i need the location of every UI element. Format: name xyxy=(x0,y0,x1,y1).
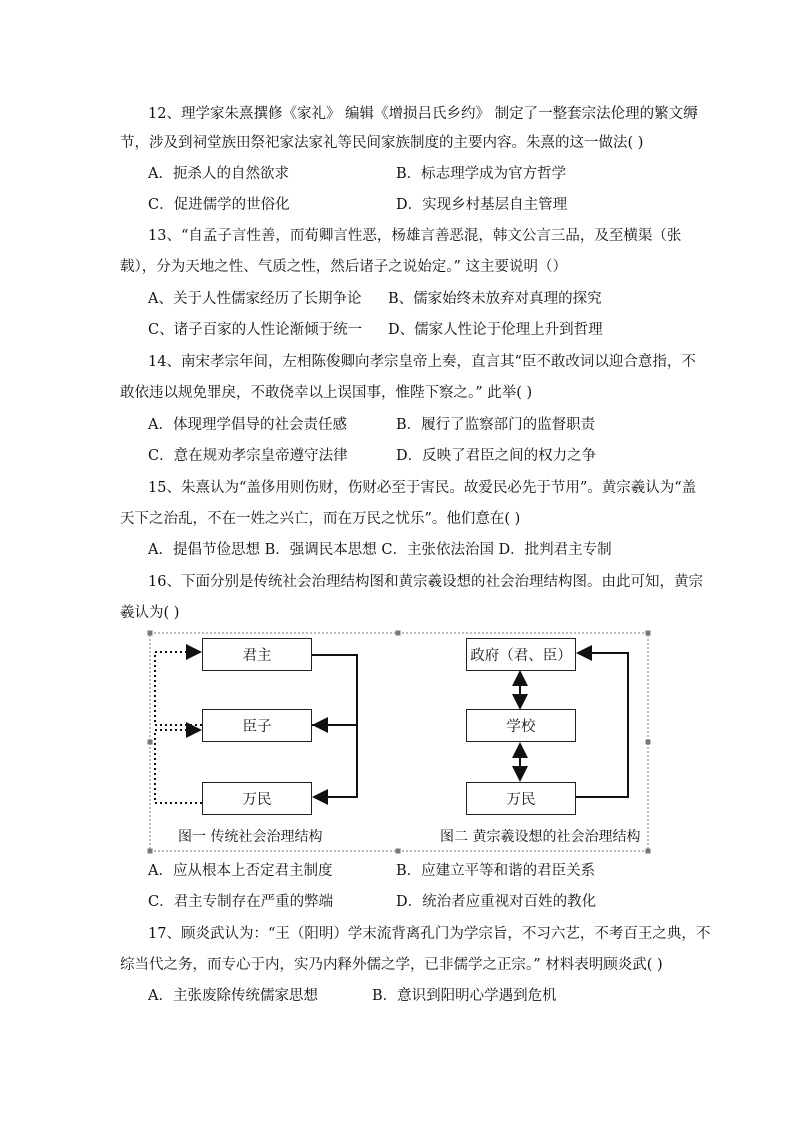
q14-option-b: B．履行了监察部门的监督职责 xyxy=(396,417,596,433)
q17-option-b: B．意识到阳明心学遇到危机 xyxy=(372,988,557,1004)
q16-stem-line2: 羲认为( ) xyxy=(120,605,180,621)
q13-stem-line1: 13、“自孟子言性善，而荀卿言性恶，杨雄言善恶混，韩文公言三品，及至横渠（张 xyxy=(148,228,682,244)
q13-option-b: B、儒家始终未放弃对真理的探究 xyxy=(388,291,602,307)
q14-option-a: A．体现理学倡导的社会责任感 xyxy=(148,417,347,433)
q16-option-a: A．应从根本上否定君主制度 xyxy=(148,863,333,879)
q17-option-a: A．主张废除传统儒家思想 xyxy=(148,988,318,1004)
box-people-right: 万民 xyxy=(466,782,576,815)
q16-option-b: B．应建立平等和谐的君臣关系 xyxy=(396,863,596,879)
box-people-left: 万民 xyxy=(202,782,312,815)
people-to-govt-arrow xyxy=(575,653,628,797)
ruler-to-minister-arrow xyxy=(312,655,357,725)
q16-option-d: D．统治者应重视对百姓的教化 xyxy=(396,894,597,910)
q12-option-d: D．实现乡村基层自主管理 xyxy=(396,197,568,213)
box-government: 政府（君、臣） xyxy=(466,638,576,671)
q12-option-b: B．标志理学成为官方哲学 xyxy=(396,166,567,182)
box-minister: 臣子 xyxy=(202,709,312,742)
q13-option-a: A、关于人性儒家经历了长期争论 xyxy=(148,291,362,307)
q12-option-c: C．促进儒学的世俗化 xyxy=(148,197,290,213)
q14-option-d: D．反映了君臣之间的权力之争 xyxy=(396,448,597,464)
caption-figure-2: 图二 黄宗羲设想的社会治理结构 xyxy=(440,829,641,845)
q13-stem-line2: 载），分为天地之性、气质之性，然后诸子之说始定。” 这主要说明（） xyxy=(120,259,568,275)
q14-option-c: C．意在规劝孝宗皇帝遵守法律 xyxy=(148,448,348,464)
q15-stem-line2: 天下之治乱，不在一姓之兴亡，而在万民之忧乐”。他们意在( ) xyxy=(120,511,521,527)
q17-stem-line1: 17、顾炎武认为：“王（阳明）学末流背离孔门为学宗旨，不习六艺，不考百王之典，不 xyxy=(148,926,711,942)
q12-stem-line2: 节，涉及到祠堂族田祭祀家法家礼等民间家族制度的主要内容。朱熹的这一做法( ) xyxy=(120,135,644,151)
q14-stem-line1: 14、南宋孝宗年间，左相陈俊卿向孝宗皇帝上奏，直言其“臣不敢改词以迎合意指，不 xyxy=(148,354,696,370)
q16-stem-line1: 16、下面分别是传统社会治理结构图和黄宗羲设想的社会治理结构图。由此可知，黄宗 xyxy=(148,574,703,590)
q16-option-c: C．君主专制存在严重的弊端 xyxy=(148,894,334,910)
q14-stem-line2: 敢依违以规免罪戾，不敢侥幸以上误国事，惟陛下察之。” 此举( ) xyxy=(120,385,533,401)
caption-figure-1: 图一 传统社会治理结构 xyxy=(178,829,323,845)
people-to-minister-dotted-arrow xyxy=(155,730,202,803)
box-ruler: 君主 xyxy=(202,638,312,671)
q12-option-a: A．扼杀人的自然欲求 xyxy=(148,166,289,182)
q12-stem-line1: 12、理学家朱熹撰修《家礼》 编辑《增损吕氏乡约》 制定了一整套宗法伦理的繁文缛 xyxy=(148,106,698,122)
q13-option-d: D、儒家人性论于伦理上升到哲理 xyxy=(388,322,603,338)
q15-options: A．提倡节俭思想 B．强调民本思想 C．主张依法治国 D．批判君主专制 xyxy=(148,542,612,558)
q15-stem-line1: 15、朱熹认为“盖侈用则伤财，伤财必至于害民。故爱民必先于节用”。黄宗羲认为“盖 xyxy=(148,480,697,496)
q13-option-c: C、诸子百家的人性论渐倾于统一 xyxy=(148,322,363,338)
minister-to-people-arrow xyxy=(312,725,357,797)
box-school: 学校 xyxy=(466,709,576,742)
q17-stem-line2: 综当代之务，而专心于内，实乃内释外儒之学，已非儒学之正宗。” 材料表明顾炎武( ) xyxy=(120,957,663,973)
minister-to-ruler-dotted-arrow xyxy=(155,652,202,725)
